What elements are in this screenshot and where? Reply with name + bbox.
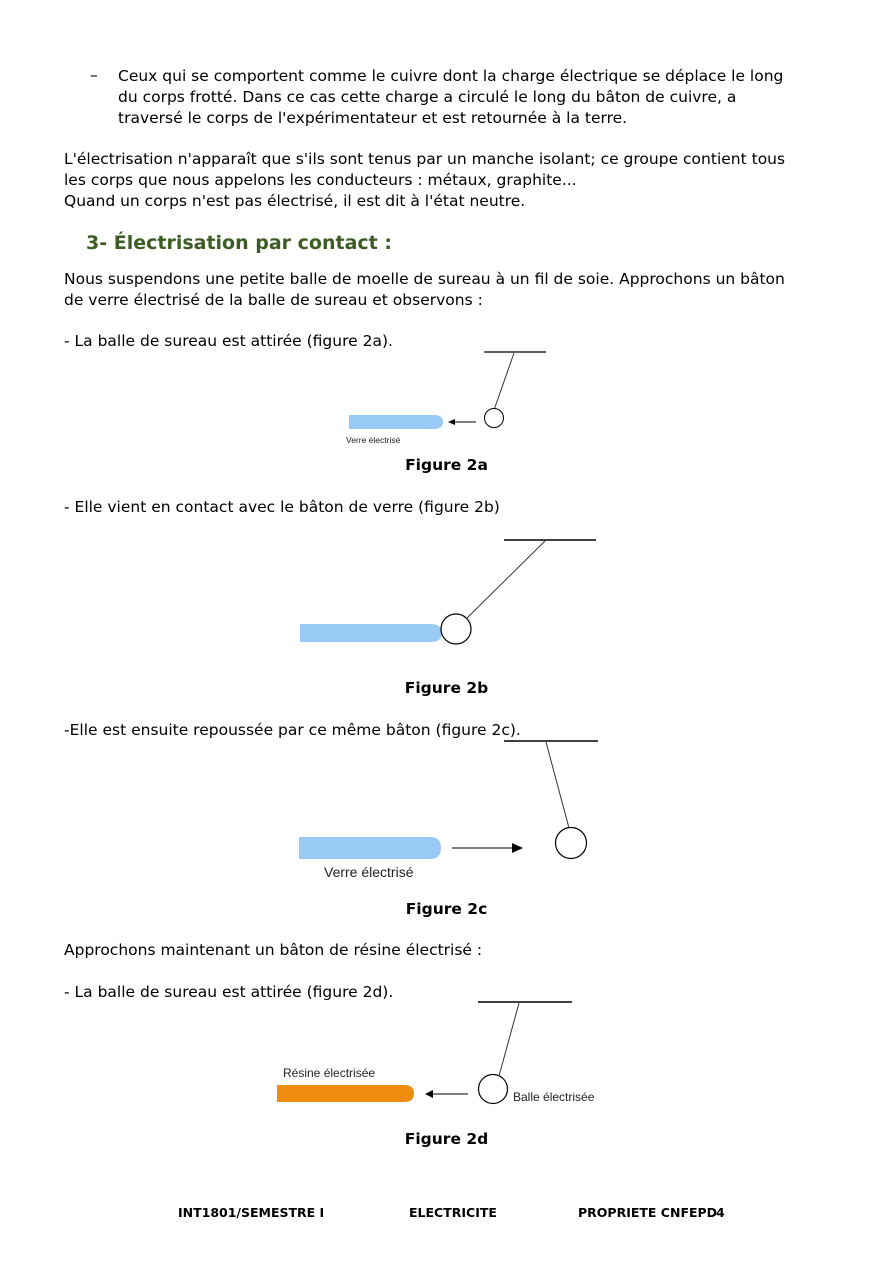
footer-owner: PROPRIETE CNFEPD [578,1205,718,1220]
paragraph-line: les corps que nous appelons les conducteurs : métaux, graphite... [64,171,577,189]
section-title: 3- Électrisation par contact : [86,232,392,254]
footer-page-number: 4 [716,1205,725,1220]
paragraph-line: de verre électrisé de la balle de sureau et observons : [64,291,483,309]
resin-paragraph: Approchons maintenant un bâton de résine électrisé : [64,941,483,959]
figure-2a-caption: Figure 2a [405,456,488,474]
item-figure-2a: - La balle de sureau est attirée (figure 2a). [64,332,393,350]
paragraph-line: Quand un corps n'est pas électrisé, il est dit à l'état neutre. [64,192,526,210]
glass-rod-label: Verre électrisé [324,864,414,880]
paragraph-line: L'électrisation n'apparaît que s'ils sont tenus par un manche isolant; ce groupe contient tous [64,150,786,168]
bullet-line: du corps frotté. Dans ce cas cette charge a circulé le long du bâton de cuivre, a [118,88,737,106]
attraction-arrow-head [425,1090,433,1098]
figure-2b-caption: Figure 2b [404,679,489,697]
item-figure-2d: - La balle de sureau est attirée (figure 2d). [64,983,394,1001]
figure-2d-caption: Figure 2d [404,1130,489,1148]
resin-rod-label: Résine électrisée [283,1066,376,1080]
bullet-line: Ceux qui se comportent comme le cuivre dont la charge électrique se déplace le long [118,67,784,85]
ball-label: Balle électrisée [513,1090,595,1104]
figure-2c-caption: Figure 2c [405,900,488,918]
elder-ball [479,1075,508,1104]
glass-rod-label: Verre électrisé [346,435,401,445]
item-figure-2b: - Elle vient en contact avec le bâton de verre (figure 2b) [64,498,500,516]
item-figure-2c: -Elle est ensuite repoussée par ce même bâton (figure 2c). [64,721,521,739]
bullet-dash: – [90,66,98,84]
resin-rod [277,1085,414,1102]
bullet-line: traversé le corps de l'expérimentateur et est retournée à la terre. [118,109,628,127]
silk-thread [499,1003,519,1076]
footer-subject: ELECTRICITE [409,1205,497,1220]
paragraph-line: Nous suspendons une petite balle de moelle de sureau à un fil de soie. Approchons un bâton [64,270,785,288]
footer-course: INT1801/SEMESTRE I [178,1205,325,1220]
